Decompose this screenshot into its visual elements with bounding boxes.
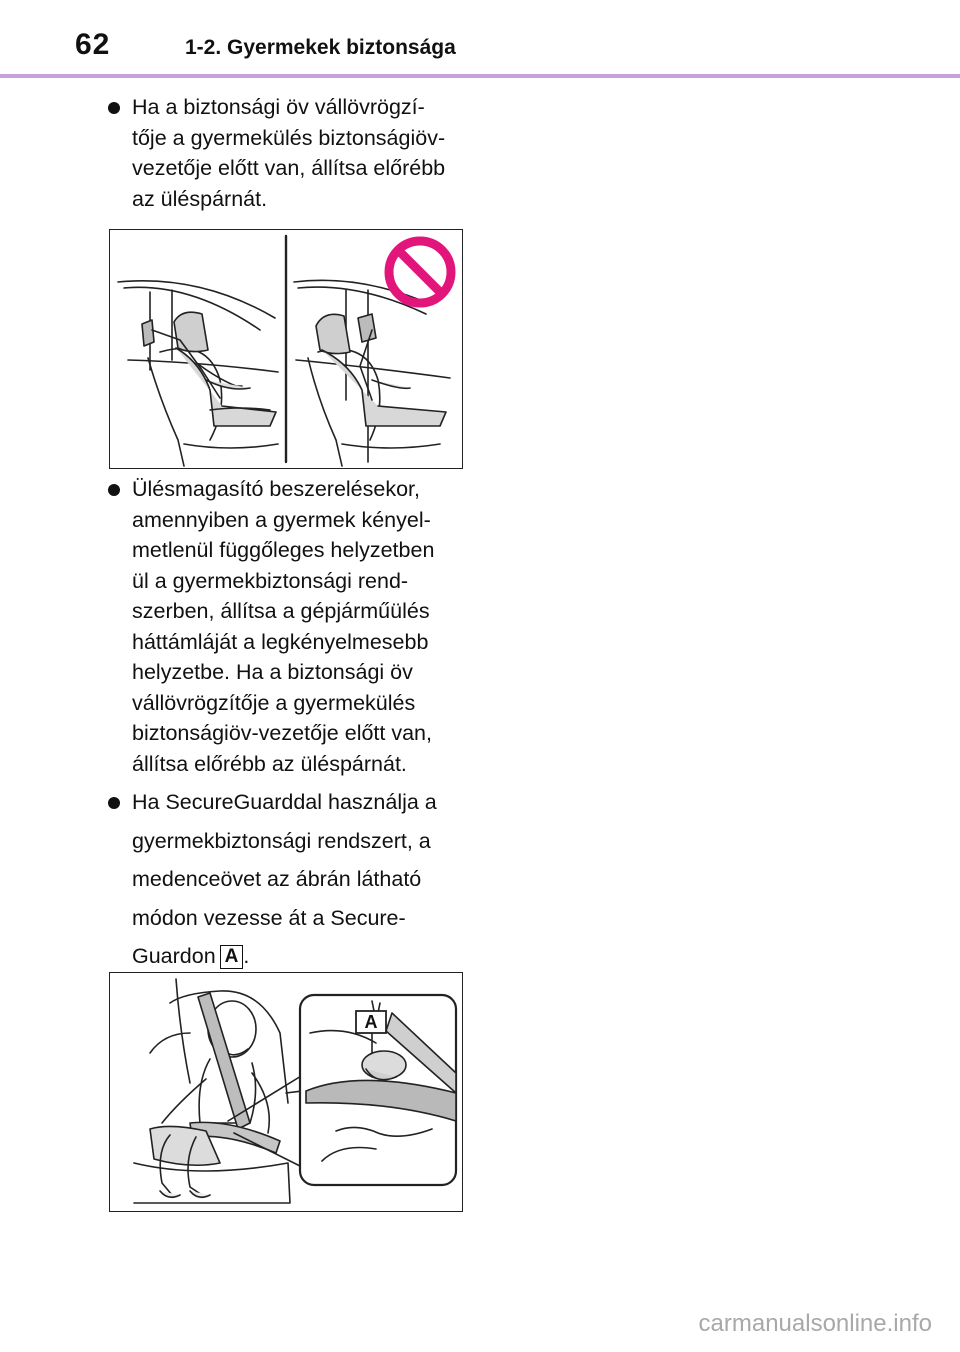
- bullet-item: [108, 92, 478, 214]
- seat-position-illustration: [110, 230, 462, 468]
- bullet-text: [132, 783, 478, 976]
- bullet-text: Ha a biztonsági öv vállövrögzí- tője a gyermekülés biztonságiöv- vezetője előtt van, állítsa előrébb az üléspárnát.: [132, 95, 446, 211]
- secureguard-figure: [109, 972, 463, 1212]
- bullet-dot-icon: [108, 797, 120, 809]
- header-divider: [0, 74, 960, 78]
- bullet-item: [108, 783, 478, 976]
- watermark: carmanualsonline.info: [698, 1310, 932, 1337]
- secureguard-illustration: [110, 973, 462, 1211]
- bullet-text-main: Ha SecureGuarddal használja a gyermekbiztonsági rendszert, a medenceövet az ábrán látható módon vezesse át a Secure- Guardon: [132, 790, 437, 968]
- section-title: 1-2. Gyermekek biztonsága: [185, 36, 456, 59]
- bullet-text-suffix: .: [243, 944, 250, 968]
- no-entry-icon: [389, 241, 451, 303]
- label-a-box: A: [220, 945, 244, 969]
- bullet-dot-icon: [108, 102, 120, 114]
- seat-position-figure: [109, 229, 463, 469]
- bullet-dot-icon: [108, 484, 120, 496]
- page-header: [0, 0, 960, 80]
- bullet-item: [108, 474, 478, 779]
- detail-inset: [300, 995, 456, 1185]
- bullet-text: Ülésmagasító beszerelésekor, amennyiben a gyermek kényel- metlenül függőleges helyzetben ül a gyermekbiztonsági rend- szerben, állítsa a gépjárműülés háttámláját a legkényelmesebb helyzetbe. Ha a biztonsági öv vállövrögzítője a gyermekülés biztonságiöv-vezetője előtt van, állítsa előrébb az üléspárnát.: [132, 477, 435, 776]
- callout-label-a: A: [364, 1012, 378, 1032]
- page-number: 62: [75, 28, 111, 61]
